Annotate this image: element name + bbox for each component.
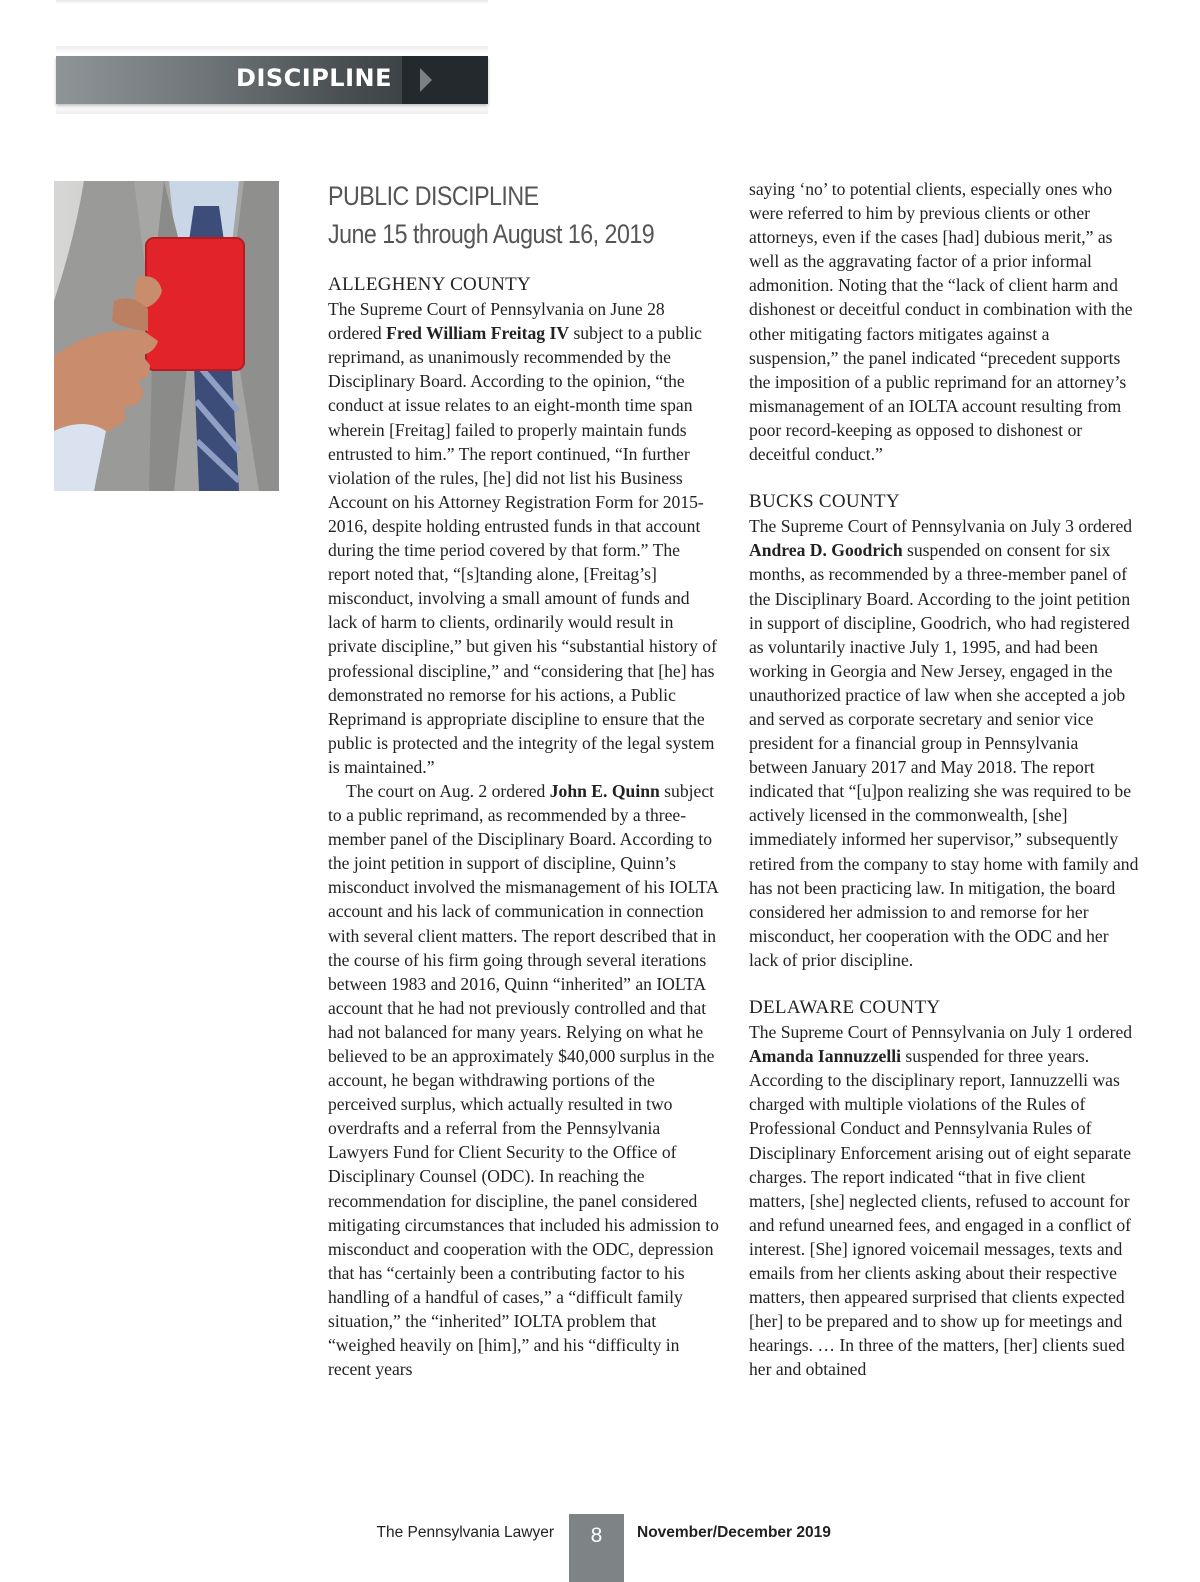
county-heading-bucks: BUCKS COUNTY xyxy=(749,491,900,513)
issue-date: November/December 2019 xyxy=(637,1524,831,1541)
red-card-illustration xyxy=(54,181,279,491)
attorney-name: Andrea D. Goodrich xyxy=(749,540,903,561)
section-banner xyxy=(56,56,488,104)
county-heading-allegheny: ALLEGHENY COUNTY xyxy=(328,274,532,295)
top-rule xyxy=(56,0,488,4)
column-right xyxy=(749,177,1141,1382)
attorney-name: Amanda Iannuzzelli xyxy=(749,1046,902,1067)
column-left xyxy=(328,177,720,1381)
article-paragraph: The Supreme Court of Pennsylvania on July 1 ordered Amanda Iannuzzelli suspended for three years. According to the disciplinary report, Iannuzzelli was charged with multiple violations of the Rules of Professional Conduct and Pennsylvania Rules of Disciplinary Enforcement arising out of eight separate charges. The report indicated “that in five client matters, [she] neglected clients, refused to account for and refund unearned fees, and engaged in a conflict of interest. [She] ignored voicemail messages, texts and emails from her clients asking about their respective matters, then appeared surprised that clients expected [her] to be prepared and to show up for meetings and hearings. … In three of the matters, [her] clients sued her and obtained xyxy=(749,1022,1133,1380)
section-banner-label: DISCIPLINE xyxy=(236,64,392,92)
headline-title: PUBLIC DISCIPLINE xyxy=(328,181,539,211)
attorney-name: John E. Quinn xyxy=(549,780,660,801)
headline-dates: June 15 through August 16, 2019 xyxy=(328,219,655,249)
county-heading-delaware: DELAWARE COUNTY xyxy=(749,997,941,1018)
attorney-name: Fred William Freitag IV xyxy=(386,323,570,344)
article-paragraph: The Supreme Court of Pennsylvania on June 28 ordered Fred William Freitag IV subject to a public reprimand, as unanimously recommended by the Disciplinary Board. According to the opinion, “the conduct at issue relates to an eight-month time span wherein [Freitag] failed to properly maintain funds entrusted to him.” The report continued, “In further violation of the rules, [he] did not list his Business Account on his Attorney Registration Form for 2015-2016, despite holding entrusted funds in that account during the time period covered by that form.” The report noted that, “[s]tanding alone, [Freitag’s] misconduct, involving a small amount of funds and lack of harm to clients, ordinarily would result in private discipline,” but given his “substantial history of professional discipline,” and “considering that [he] has demonstrated no remorse for his actions, a Public Reprimand is appropriate discipline to ensure that the public is protected and the integrity of the legal system is maintained.” xyxy=(328,299,717,777)
page-number: 8 xyxy=(590,1524,603,1547)
article-paragraph: The court on Aug. 2 ordered John E. Quinn subject to a public reprimand, as recommended by a three-member panel of the Disciplinary Board. According to the joint petition in support of discipline, Quinn’s misconduct involved the mismanagement of his IOLTA account and his lack of communication in connection with several client matters. The report described that in the course of his firm going through several iterations between 1983 and 2016, Quinn “inherited” an IOLTA account that he had not previously controlled and that had not balanced for many years. Relying on what he believed to be an approximately $40,000 surplus in the account, he began withdrawing portions of the perceived surplus, which actually resulted in two overdrafts and a referral from the Pennsylvania Lawyers Fund for Client Security to the Office of Disciplinary Counsel (ODC). In reaching the recommendation for discipline, the panel considered mitigating circumstances that included his admission to misconduct and cooperation with the ODC, depression that has “certainly been a contributing factor to his handling of a handful of cases,” a “difficult family situation,” the “inherited” IOLTA problem that “weighed heavily on [him],” and his “difficulty in recent years xyxy=(328,780,719,1380)
headline xyxy=(328,177,720,253)
publication-name: The Pennsylvania Lawyer xyxy=(376,1524,554,1541)
article-paragraph-continued: saying ‘no’ to potential clients, especially ones who were referred to him by previous clients or other attorneys, even if the cases [had] dubious merit,” as well as the aggravating factor of a prior informal admonition. Noting that the “lack of client harm and dishonest or deceitful conduct in combination with the other mitigating factors mitigates against a suspension,” the panel indicated “precedent supports the imposition of a public reprimand for an attorney’s mismanagement of an IOLTA account resulting from poor record-keeping as opposed to dishonest or deceitful conduct.” xyxy=(749,179,1133,465)
arrow-right-icon xyxy=(420,68,432,92)
article-paragraph: The Supreme Court of Pennsylvania on July 3 ordered Andrea D. Goodrich suspended on consent for six months, as recommended by a three-member panel of the Disciplinary Board. According to the joint petition in support of discipline, Goodrich, who had registered as voluntarily inactive July 1, 1995, and had been working in Georgia and New Jersey, engaged in the unauthorized practice of law when she accepted a job and served as corporate secretary and senior vice president for a financial group in Pennsylvania between January 2017 and May 2018. The report indicated that “[u]pon realizing she was required to be actively licensed in the commonwealth, [she] immediately informed her supervisor,” subsequently retired from the company to stay home with family and has not been practicing law. In mitigation, the board considered her admission to and remorse for her misconduct, her cooperation with the ODC and her lack of prior discipline. xyxy=(749,516,1139,970)
page-footer xyxy=(0,1514,1200,1582)
banner-tab xyxy=(402,56,488,104)
red-card-photo xyxy=(54,181,279,491)
page-number-box xyxy=(569,1514,624,1582)
